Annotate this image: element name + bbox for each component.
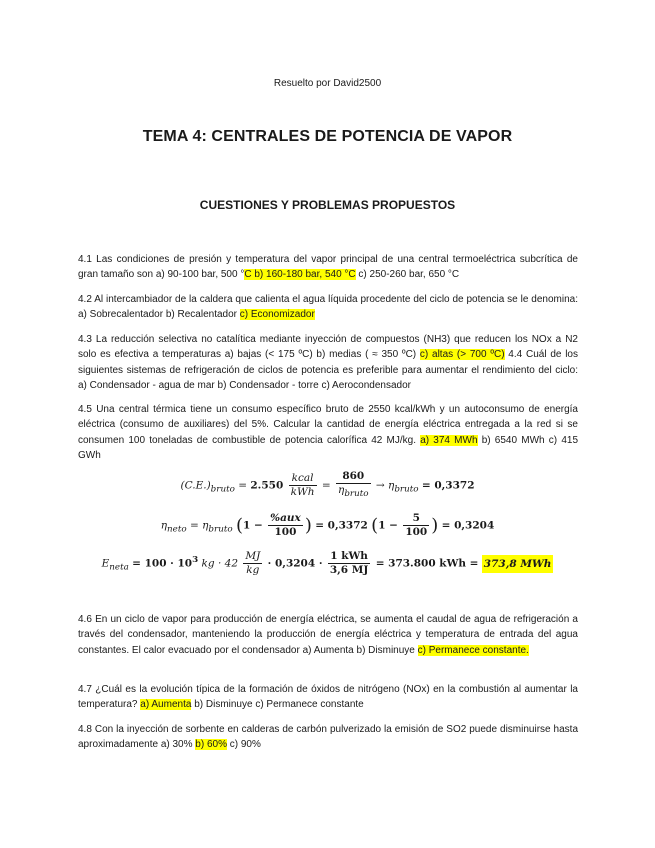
answer-highlight: c) Permanece constante.	[417, 644, 529, 656]
answer-highlight: C b) 160-180 bar, 540 °C	[244, 269, 356, 281]
answer-highlight: a) Aumenta	[140, 699, 192, 711]
question-4-8: 4.8 Con la inyección de sorbente en calderas de carbón pulverizado la emisión de SO2 puede disminuirse hasta aproximadamente a) 30% b) 60% c) 90%	[78, 724, 578, 751]
answer-highlight: b) 60%	[195, 739, 227, 751]
question-4-2: 4.2 Al intercambiador de la caldera que calienta el agua líquida procedente del ciclo de potencia se le denomina: a) Sobrecalentador b) Recalentador c) Economizador	[78, 294, 578, 321]
author-line: Resuelto por David2500	[273, 78, 382, 89]
question-4-7: 4.7 ¿Cuál es la evolución típica de la formación de óxidos de nitrógeno (NOx) en la combustión al aumentar la temperatura? a) Aumenta b) Disminuye c) Permanece constante	[78, 684, 578, 711]
answer-highlight: c) altas (> 700 ºC)	[419, 349, 505, 361]
question-4-5: 4.5 Una central térmica tiene un consumo específico bruto de 2550 kcal/kWh y un autoconsumo de energía eléctrica (consumo de auxiliares) del 5%. Calcular la cantidad de energía eléctrica entregada a la red si se consumen 100 toneladas de combustible de potencia calorífica 42 MJ/kg. a) 374 MWh b) 6540 MWh c) 415 GWh	[78, 404, 578, 462]
equation-net-energy: $E_{neta} = 100 \cdot 10^3$ kg · 42 $\frac{MJ}{kg}$ · 0,3204 · $\frac{\text{1 kWh}}{3,6 MJ}$ = 373.800 kWh = 373,8 MWh	[101, 550, 552, 576]
answer-highlight: 373,8 MWh	[482, 555, 554, 573]
question-4-1: 4.1 Las condiciones de presión y temperatura del vapor principal de una central termoeléctrica subcrítica de gran tamaño son a) 90-100 bar, 500 °C b) 160-180 bar, 540 °C c) 250-260 bar, 650 °C	[78, 254, 578, 281]
equation-specific-consumption: $(C.E.)_{bruto} = 2.550$ $\frac{\text{kcal}}{\text{kWh}}$ = $\frac{860}{\eta_{bruto}}$ → $\eta_{bruto} = 0,3372$	[180, 470, 475, 500]
page-title: TEMA 4: CENTRALES DE POTENCIA DE VAPOR	[142, 128, 513, 145]
question-4-3-4-4: 4.3 La reducción selectiva no catalítica mediante inyección de compuestos (NH3) que reducen los NOx a N2 solo es efectiva a temperaturas a) bajas (< 175 ºC) b) medias ( ≈ 350 ºC) c) altas (> 700 ºC) 4.4 Cuál de los siguientes sistemas de refrigeración de ciclos de potencia es preferible para aumentar el rendimiento del ciclo: a) Condensador - agua de mar b) Condensador - torre c) Aerocondensador	[78, 334, 578, 392]
answer-highlight: c) Economizador	[239, 309, 315, 321]
question-4-6: 4.6 En un ciclo de vapor para producción de energía eléctrica, se aumenta el caudal de agua de refrigeración a través del condensador, manteniendo la producción de energía eléctrica y temperatura de entrada del agua constantes. El calor evacuado por el condensador a) Aumenta b) Disminuye c) Permanece constante.	[78, 614, 578, 656]
equation-net-efficiency: $\eta_{neto} = \eta_{bruto}$ (1 − $\frac{\text{\%aux}}{100}$ ) = 0,3372 (1 − $\frac{5}{100}$ ) = 0,3204	[160, 512, 495, 538]
section-subtitle: CUESTIONES Y PROBLEMAS PROPUESTOS	[199, 198, 456, 212]
answer-highlight: a) 374 MWh	[420, 434, 478, 446]
